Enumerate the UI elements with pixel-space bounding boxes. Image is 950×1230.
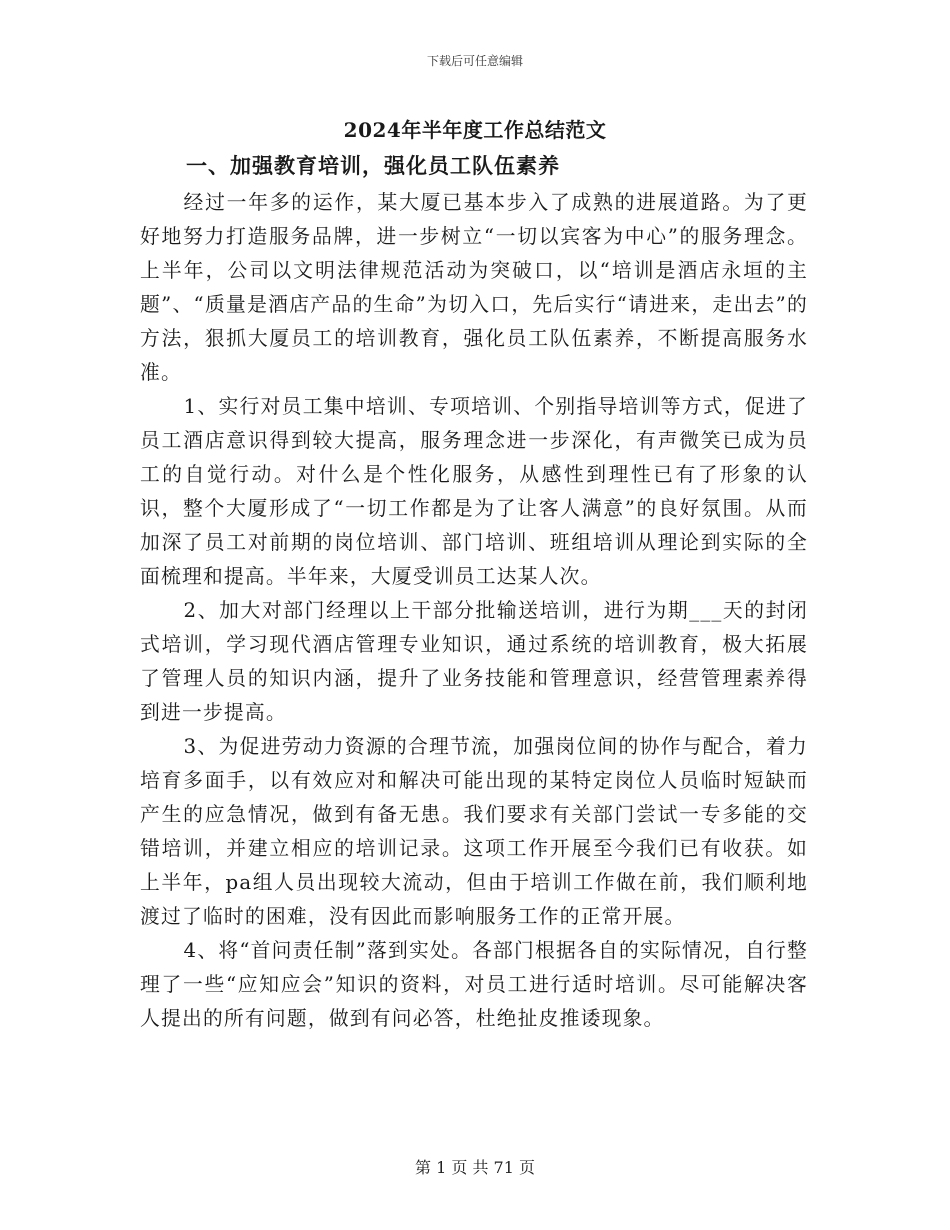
document-title: 2024年半年度工作总结范文 bbox=[343, 118, 607, 142]
page-header: 下载后可任意编辑 bbox=[426, 54, 523, 68]
paragraph-item-3: 3、为促进劳动力资源的合理节流，加强岗位间的协作与配合，着力培育多面手，以有效应对和解决可能出现的某特定岗位人员临时短缺而产生的应急情况，做到有备无患。我们要求有关部门尝试一专多能的交错培训，并建立相应的培训记录。这项工作开展至今我们已有收获。如上半年，pa组人员出现较大流动，但由于培训工作做在前，我们顺利地渡过了临时的困难，没有因此而影响服务工作的正常开展。 bbox=[140, 735, 808, 928]
section-heading: 一、加强教育培训，强化员工队伍素养 bbox=[186, 153, 560, 178]
document-body bbox=[140, 186, 808, 1036]
paragraph-item-4: 4、将“首问责任制”落到实处。各部门根据各自的实际情况，自行整理了一些“应知应会”知识的资料，对员工进行适时培训。尽可能解决客人提出的所有问题，做到有问必答，杜绝扯皮推诿现象。 bbox=[140, 939, 808, 1030]
paragraph-item-1: 1、实行对员工集中培训、专项培训、个别指导培训等方式，促进了员工酒店意识得到较大提高，服务理念进一步深化，有声微笑已成为员工的自觉行动。对什么是个性化服务，从感性到理性已有了形象的认识，整个大厦形成了“一切工作都是为了让客人满意”的良好氛围。从而加深了员工对前期的岗位培训、部门培训、班组培训从理论到实际的全面梳理和提高。半年来，大厦受训员工达某人次。 bbox=[140, 395, 808, 588]
paragraph-item-2: 2、加大对部门经理以上干部分批输送培训，进行为期___天的封闭式培训，学习现代酒店管理专业知识，通过系统的培训教育，极大拓展了管理人员的知识内涵，提升了业务技能和管理意识，经营管理素养得到进一步提高。 bbox=[140, 599, 808, 724]
page-footer: 第 1 页 共 71 页 bbox=[415, 1158, 535, 1177]
paragraph-intro: 经过一年多的运作，某大厦已基本步入了成熟的进展道路。为了更好地努力打造服务品牌，进一步树立“一切以宾客为中心”的服务理念。上半年，公司以文明法律规范活动为突破口，以“培训是酒店永垣的主题”、“质量是酒店产品的生命”为切入口，先后实行“请进来，走出去”的方法，狠抓大厦员工的培训教育，强化员工队伍素养，不断提高服务水准。 bbox=[140, 191, 808, 384]
